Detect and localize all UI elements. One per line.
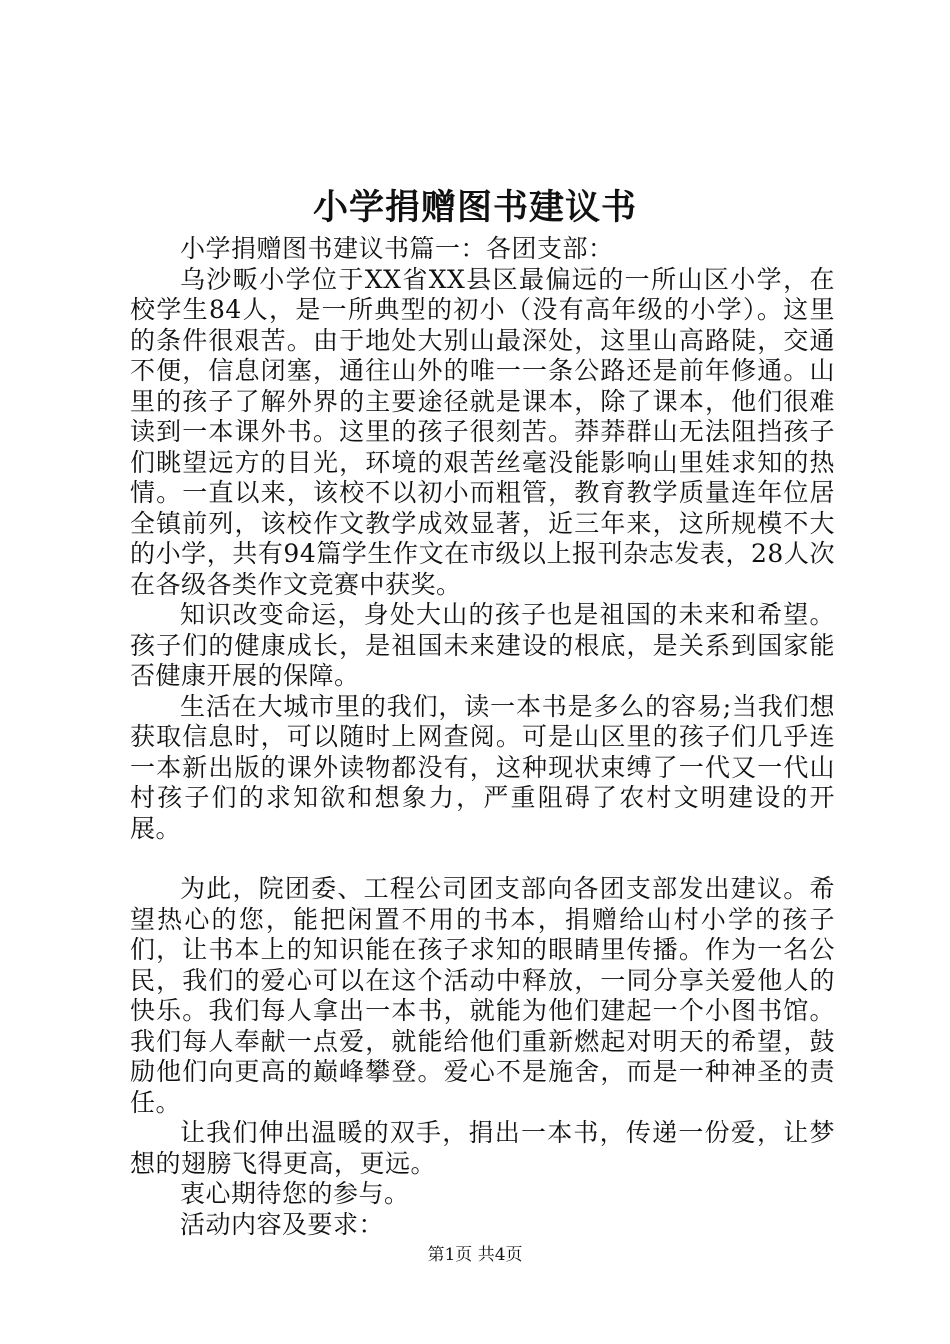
paragraph-intro: 小学捐赠图书建议书篇一：各团支部： [180,234,614,263]
paragraph-city-life: 生活在大城市里的我们，读一本书是多么的容易;当我们想获取信息时，可以随时上网查阅。可是山区里的孩子们几乎连一本新出版的课外读物都没有，这种现状束缚了一代又一代山村孩子们的求知欲和想象力，严重阻碍了农村文明建设的开展。 [130,691,835,843]
document-title: 小学捐赠图书建议书 [312,187,637,228]
paragraph-call-to-action: 让我们伸出温暖的双手，捐出一本书，传递一份爱，让梦想的翅膀飞得更高，更远。 [130,1118,835,1178]
paragraph-proposal: 为此，院团委、工程公司团支部向各团支部发出建议。希望热心的您，能把闲置不用的书本，捐赠给山村小学的孩子们，让书本上的知识能在孩子求知的眼睛里传播。作为一名公民，我们的爱心可以在这个活动中释放，一同分享关爱他人的快乐。我们每人拿出一本书，就能为他们建起一个小图书馆。我们每人奉献一点爱，就能给他们重新燃起对明天的希望，鼓励他们向更高的巅峰攀登。爱心不是施舍，而是一种神圣的责任。 [130,874,835,1117]
paragraph-looking-forward: 衷心期待您的参与。 [180,1179,410,1208]
paragraph-school-description: 乌沙畈小学位于XX省XX县区最偏远的一所山区小学，在校学生84人，是一所典型的初小（没有高年级的小学）。这里的条件很艰苦。由于地处大别山最深处，这里山高路陡，交通不便，信息闭塞，通往山外的唯一一条公路还是前年修通。山里的孩子了解外界的主要途径就是课本，除了课本，他们很难读到一本课外书。这里的孩子很刻苦。莽莽群山无法阻挡孩子们眺望远方的目光，环境的艰苦丝毫没能影响山里娃求知的热情。一直以来，该校不以初小而粗管，教育教学质量连年位居全镇前列，该校作文教学成效显著，近三年来，这所规模不大的小学，共有94篇学生作文在市级以上报刊杂志发表，28人次在各级各类作文竞赛中获奖。 [130,264,835,599]
paragraph-activity-heading: 活动内容及要求： [180,1209,385,1239]
paragraph-knowledge: 知识改变命运，身处大山的孩子也是祖国的未来和希望。孩子们的健康成长，是祖国未来建设的根底，是关系到国家能否健康开展的保障。 [130,600,835,690]
page-footer: 第1页 共4页 [427,1245,523,1265]
document-body [130,234,835,1240]
